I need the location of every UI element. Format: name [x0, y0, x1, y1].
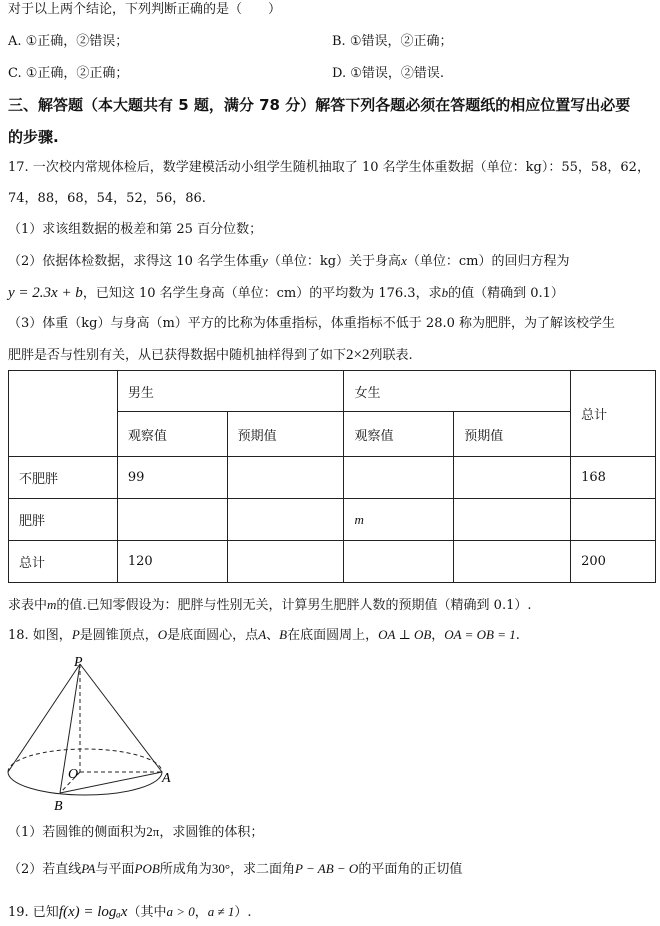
header-male: 男生 [117, 371, 344, 412]
cell-male-observed [117, 499, 227, 541]
table-row [9, 541, 656, 583]
base-back-arc [8, 749, 162, 772]
q17-part3-text-a: 肥胖是否与性别有关，从已获得数据中随机抽样得到了如下 [8, 348, 347, 363]
cell-female-expected [454, 457, 571, 499]
condition-a-not-one: a ≠ 1 [207, 904, 235, 919]
q19-text-a: 19. 已知 [8, 905, 59, 920]
q17-followup [8, 595, 531, 616]
header-male-expected: 预期值 [227, 412, 344, 457]
condition-lengths: OA = OB = 1 [444, 627, 516, 642]
line-pa: PA [81, 861, 96, 876]
q17-followup-text-b: 的值.已知零假设为：肥胖与性别无关，计算男生肥胖人数的预期值（精确到 0.1）. [56, 598, 532, 613]
section-heading-cont: 的步骤. [8, 128, 59, 146]
dihedral-angle: P − AB − O [295, 861, 359, 876]
slant-left [8, 664, 80, 772]
header-male-observed: 观察值 [117, 412, 227, 457]
q17-part1: （1）求该组数据的极差和第 25 百分位数； [8, 222, 263, 237]
q18-part1-text-b: ，求圆锥的体积； [159, 825, 264, 840]
condition-perpendicular: OA ⊥ OB [378, 627, 432, 642]
q17-followup-text-a: 求表中 [8, 598, 48, 613]
var-y: y [262, 253, 268, 268]
var-m: m [47, 597, 57, 612]
cell-female-observed: m [344, 499, 454, 541]
angle-value: 30° [211, 861, 231, 876]
q18-part1-text-a: （1）若圆锥的侧面积为 [8, 825, 147, 840]
cone-figure [4, 654, 174, 814]
cell-female-expected [454, 541, 571, 583]
table-header-row [9, 371, 656, 412]
q18-part2-text-e: 的平面角的正切值 [358, 862, 463, 877]
cell-male-expected [227, 499, 344, 541]
corner-cell [9, 371, 118, 457]
condition-a-positive: a > 0 [166, 904, 195, 919]
q18-text-b: 是圆锥顶点， [79, 628, 158, 643]
base-front-arc [8, 772, 162, 795]
q17-part2-text-a: （2）依据体检数据，求得这 10 名学生体重 [8, 254, 263, 269]
header-female: 女生 [344, 371, 571, 412]
cell-female-observed [344, 541, 454, 583]
q17-part3: （3）体重（kg）与身高（m）平方的比称为体重指标，体重指标不低于 28.0 称为肥胖，为了解该校学生 [8, 316, 616, 331]
cell-total: 168 [571, 457, 656, 499]
header-female-expected: 预期值 [454, 412, 571, 457]
option-b: B. ①错误，②正确； [332, 34, 453, 49]
q18-stem [8, 625, 520, 646]
q19-stem [8, 902, 252, 923]
q17-part2-text-b: （单位：kg）关于身高 [267, 254, 402, 269]
cell-male-observed: 99 [117, 457, 227, 499]
regression-equation: y = 2.3x + b [8, 285, 83, 301]
option-c: C. ①正确，②正确； [8, 66, 129, 81]
q19-comma: ， [194, 905, 208, 920]
option-d: D. ①错误，②错误. [332, 66, 445, 81]
plane-pob: POB [134, 861, 160, 876]
q19-text-c: ）. [234, 905, 252, 920]
var-b: b [441, 285, 449, 300]
q18-part2-text-d: ，求二面角 [230, 862, 296, 877]
log-function: f(x) = logₐx [58, 904, 128, 920]
table-row [9, 457, 656, 499]
q18-sep: 、 [266, 628, 280, 643]
q19-text-b: （其中 [127, 905, 167, 920]
q17-stem: 17. 一次校内常规体检后，数学建模活动小组学生随机抽取了 10 名学生体重数据（单位：kg）：55，58，62， [8, 160, 650, 175]
var-a: A [258, 627, 267, 642]
q17-part2-text-c: （单位：cm）的回归方程为 [406, 254, 570, 269]
question-stem: 对于以上两个结论，下列判断正确的是（ ） [8, 2, 282, 17]
cell-female-expected [454, 499, 571, 541]
slant-right [80, 664, 162, 772]
q17-part2-text-e: 的值（精确到 0.1） [448, 286, 564, 301]
q17-data: 74，88，68，54，52，56，86. [8, 191, 206, 206]
var-x: x [401, 253, 407, 268]
q17-part2-text-d: ，已知这 10 名学生身高（单位：cm）的平均数为 176.3，求 [82, 286, 442, 301]
option-a: A. ①正确，②错误； [8, 34, 129, 49]
contingency-table [8, 370, 656, 583]
lateral-area-value: 2π [146, 824, 160, 839]
q17-part2-cont [8, 283, 564, 304]
q17-part2 [8, 251, 569, 272]
label-o: O [68, 767, 79, 782]
q17-part3-cont [8, 345, 413, 366]
header-total: 总计 [571, 371, 656, 457]
label-p: P [74, 655, 83, 670]
q18-part1 [8, 822, 263, 843]
var-p: P [71, 627, 80, 642]
header-female-observed: 观察值 [344, 412, 454, 457]
row-label: 不肥胖 [9, 457, 118, 499]
q18-part2-text-a: （2）若直线 [8, 862, 82, 877]
cell-male-expected [227, 457, 344, 499]
table-row [9, 499, 656, 541]
row-label: 总计 [9, 541, 118, 583]
table-size: 2×2 [346, 347, 370, 363]
q18-text-a: 18. 如图， [8, 628, 72, 643]
cell-male-observed: 120 [117, 541, 227, 583]
var-b-point: B [279, 627, 288, 642]
var-o: O [157, 627, 168, 642]
cell-total [571, 499, 656, 541]
q18-comma: ， [431, 628, 445, 643]
q18-part2-text-c: 所成角为 [159, 862, 212, 877]
q18-period: . [515, 628, 520, 643]
cell-female-observed [344, 457, 454, 499]
label-a: A [162, 771, 171, 786]
q18-part2 [8, 859, 462, 880]
q18-text-c: 是底面圆心，点 [167, 628, 259, 643]
row-label: 肥胖 [9, 499, 118, 541]
cell-total: 200 [571, 541, 656, 583]
q17-part3-text-b: 列联表. [369, 348, 413, 363]
q18-text-d: 在底面圆周上， [287, 628, 379, 643]
section-heading: 三、解答题（本大题共有 5 题，满分 78 分）解答下列各题必须在答题纸的相应位置写出必要 [8, 96, 631, 114]
q18-part2-text-b: 与平面 [95, 862, 135, 877]
cell-male-expected [227, 541, 344, 583]
label-b: B [54, 799, 63, 814]
